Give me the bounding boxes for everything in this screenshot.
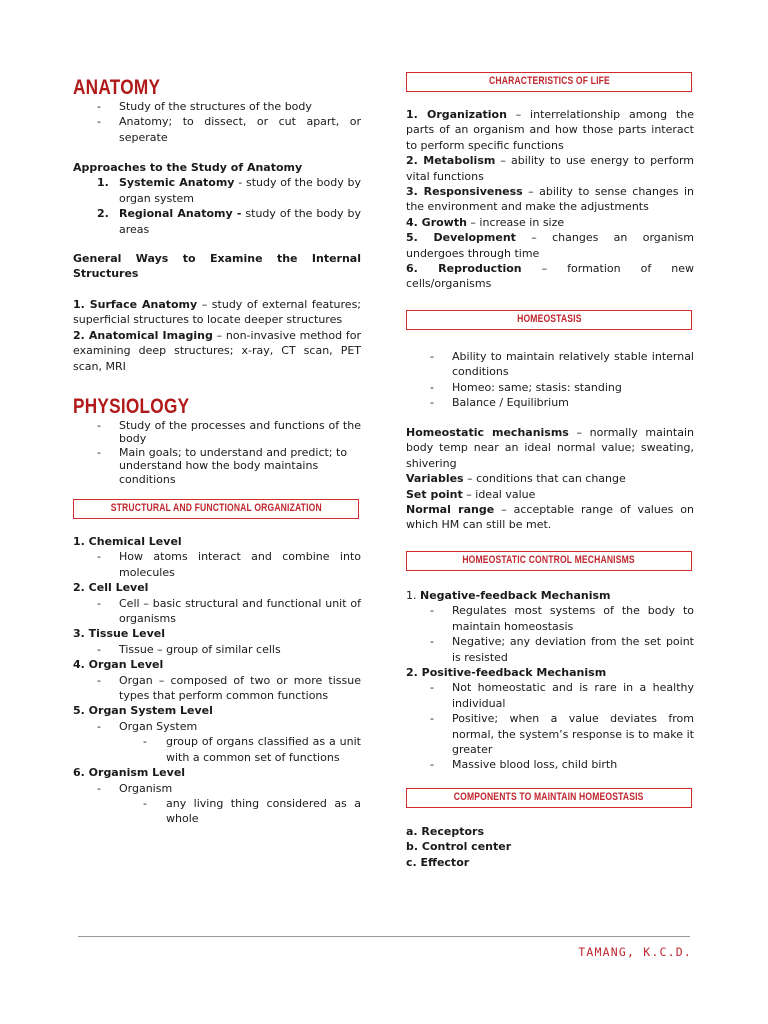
list-item: - Organ System (73, 719, 361, 734)
components-list (406, 824, 694, 870)
list-item: 1. Organization – interrelationship among the parts of an organism and how those parts interact to perform specific functions (406, 108, 694, 152)
box-label: HOMEOSTATIC CONTROL MECHANISMS (462, 554, 636, 567)
control-mechanisms-list (406, 588, 694, 773)
list-item: Normal range – acceptable range of values on which HM can still be met. (406, 503, 695, 532)
list-item: - Organ – composed of two or more tissue types that perform common functions (73, 673, 361, 704)
list-item: 1. Systemic Anatomy - study of the body by organ system (97, 176, 362, 205)
list-item: - Tissue – group of similar cells (73, 642, 361, 657)
control-mechanisms-box (406, 551, 692, 571)
list-item: 2. Metabolism – ability to use energy to perform vital functions (406, 154, 694, 183)
list-item: - Main goals; to understand and predict; to understand how the body maintains conditions (73, 446, 361, 486)
box-label: HOMEOSTASIS (516, 313, 582, 326)
homeostasis-bullets (406, 349, 694, 411)
approaches-section (73, 160, 361, 237)
structural-organization-box (73, 499, 359, 519)
list-item: - Anatomy; to dissect, or cut apart, or seperate (73, 114, 361, 145)
list-item: 6. Reproduction – formation of new cells/organisms (406, 262, 694, 291)
anatomy-heading: ANATOMY (73, 76, 161, 99)
list-item: - Regulates most systems of the body to maintain homeostasis (406, 603, 694, 634)
characteristics-box (406, 72, 692, 92)
list-item: - Cell – basic structural and functional unit of organisms (73, 596, 361, 627)
list-item: 2. Regional Anatomy - study of the body by areas (97, 207, 361, 236)
approaches-heading: Approaches to the Study of Anatomy (73, 161, 303, 174)
list-item: - Negative; any deviation from the set point is resisted (406, 634, 694, 665)
physiology-definition-list (73, 419, 361, 486)
level-title: 3. Tissue Level (73, 627, 166, 641)
characteristics-list (406, 107, 694, 292)
list-item: - any living thing considered as a whole (73, 796, 361, 827)
ways-list (73, 297, 361, 374)
term: Regional Anatomy - (119, 207, 242, 221)
list-item: - Ability to maintain relatively stable internal conditions (406, 349, 694, 380)
list-item: - Study of the structures of the body (73, 99, 361, 114)
list-item: c. Effector (406, 855, 470, 869)
structural-levels (73, 534, 361, 827)
level-title: 5. Organ System Level (73, 704, 213, 718)
list-item: 1. Surface Anatomy – study of external features; superficial structures to locate deeper structures (73, 298, 361, 327)
box-label: CHARACTERISTICS OF LIFE (488, 75, 610, 88)
physiology-heading: PHYSIOLOGY (73, 395, 190, 418)
ways-heading: General Ways to Examine the Internal Structures (73, 252, 361, 281)
list-item: a. Receptors (406, 825, 485, 838)
term: Systemic Anatomy (119, 176, 235, 190)
list-item: - How atoms interact and combine into molecules (73, 549, 361, 580)
list-item: - Not homeostatic and is rare in a healthy individual (406, 680, 694, 711)
level-title: 4. Organ Level (73, 658, 164, 672)
list-item: Homeostatic mechanisms – normally maintain body temp near an ideal normal value; sweating, shivering (406, 426, 694, 470)
box-label: COMPONENTS TO MAINTAIN HOMEOSTASIS (454, 791, 644, 804)
list-item: - Massive blood loss, child birth (406, 757, 694, 772)
components-box (406, 788, 692, 808)
box-label: STRUCTURAL AND FUNCTIONAL ORGANIZATION (110, 502, 322, 515)
list-item: 3. Responsiveness – ability to sense changes in the environment and make the adjustments (406, 185, 694, 214)
homeostasis-definitions (406, 425, 694, 533)
footer-divider (78, 936, 690, 937)
list-item: - Positive; when a value deviates from normal, the system’s response is to make it greater (406, 711, 694, 757)
list-item: - Organism (73, 781, 361, 796)
anatomy-definition-list (73, 99, 361, 145)
list-item: b. Control center (406, 840, 512, 854)
list-item: Set point – ideal value (406, 487, 536, 501)
list-item: 5. Development – changes an organism undergoes through time (406, 231, 694, 260)
list-item: 2. Positive-feedback Mechanism (406, 666, 607, 680)
list-item: - Study of the processes and functions of the body (73, 419, 361, 446)
list-item: - Homeo: same; stasis: standing (406, 380, 694, 395)
list-item: - group of organs classified as a unit with a common set of functions (73, 734, 361, 765)
level-title: 2. Cell Level (73, 581, 149, 595)
list-item: 1. Negative-feedback Mechanism (406, 589, 611, 602)
list-item: Variables – conditions that can change (406, 472, 626, 486)
level-title: 6. Organism Level (73, 766, 186, 780)
list-item: 2. Anatomical Imaging – non-invasive method for examining deep structures; x-ray, CT scan, PET scan, MRI (73, 328, 361, 373)
list-item: - Balance / Equilibrium (406, 395, 694, 410)
level-title: 1. Chemical Level (73, 535, 182, 548)
homeostasis-box (406, 310, 692, 330)
ways-section (73, 251, 361, 282)
list-item: 4. Growth – increase in size (406, 215, 565, 229)
footer-author: TAMANG, K.C.D. (578, 945, 692, 959)
